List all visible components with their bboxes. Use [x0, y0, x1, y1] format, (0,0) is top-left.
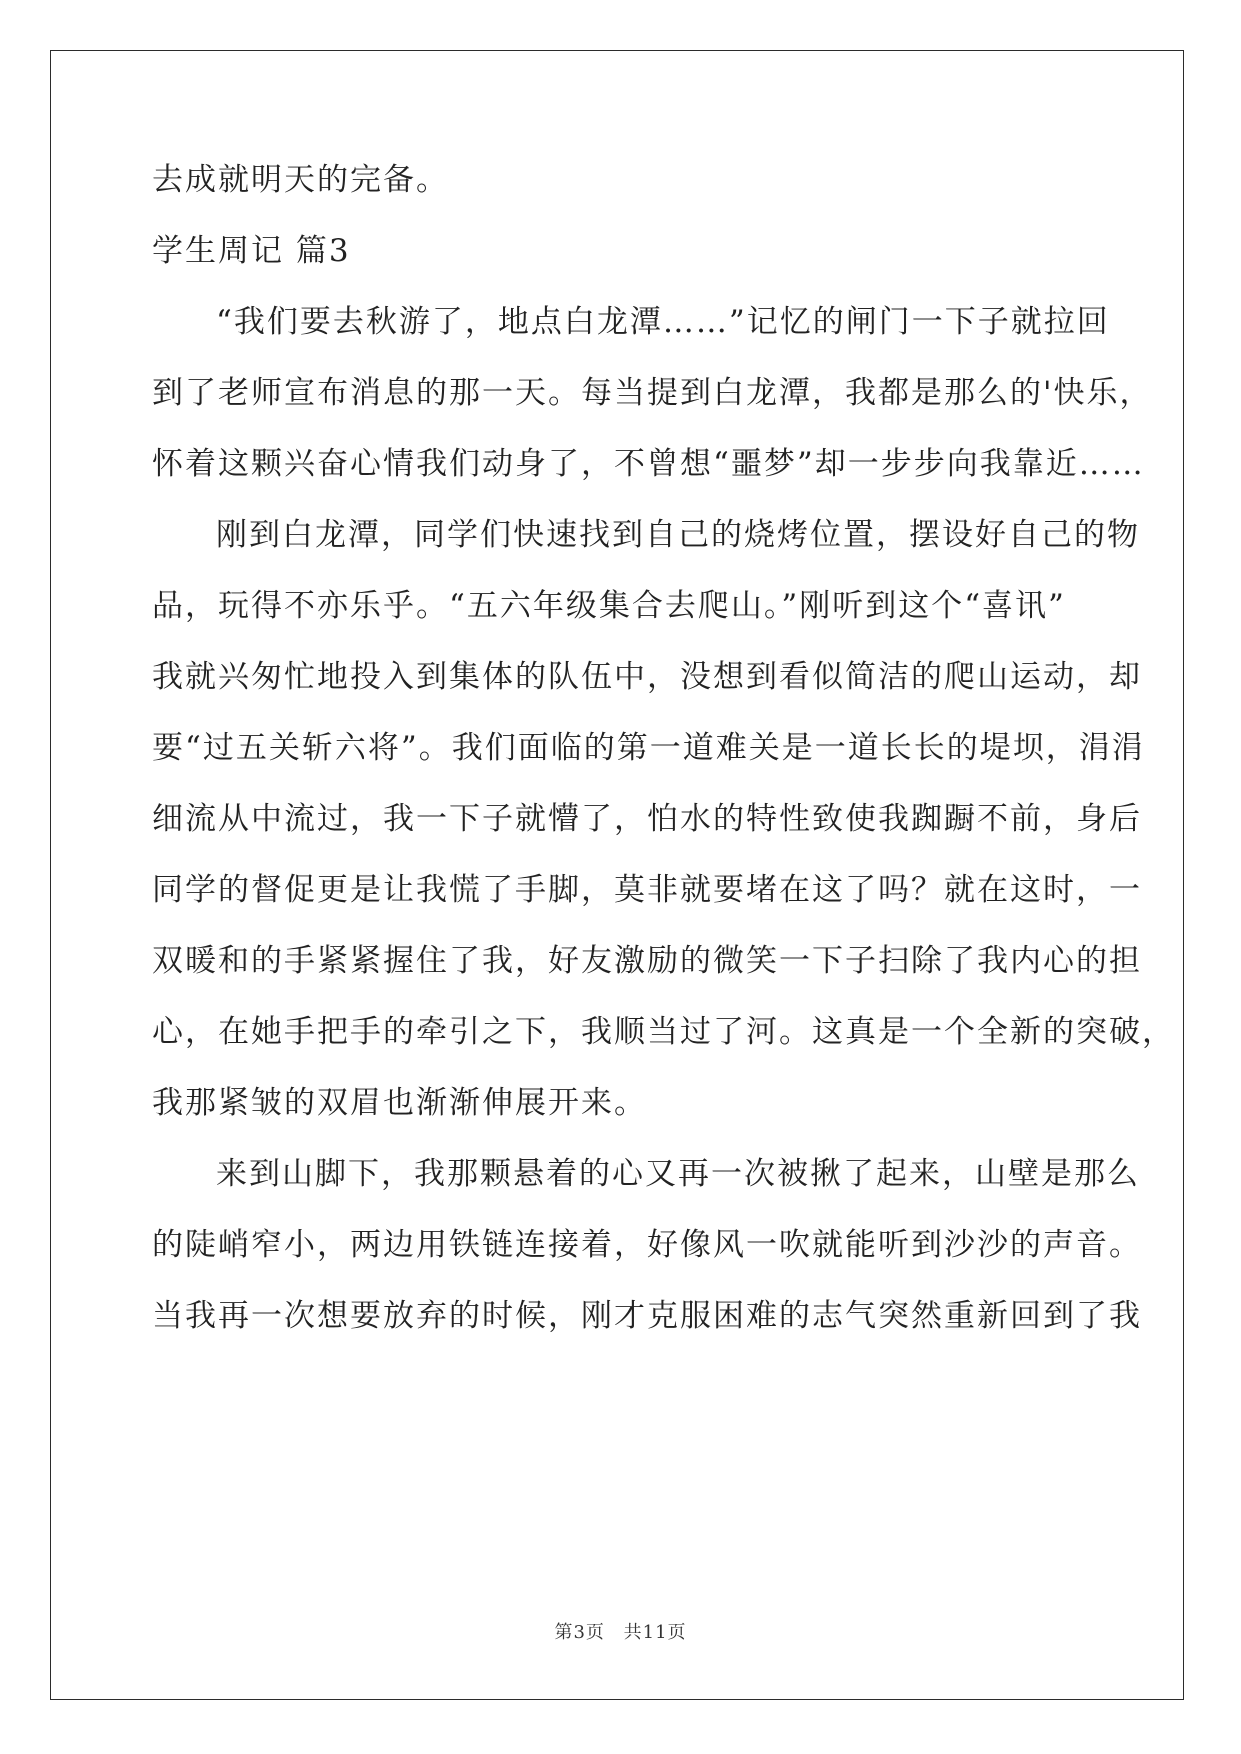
paragraph-line: “我们要去秋游了，地点白龙潭……”记忆的闸门一下子就拉回	[216, 304, 1110, 340]
paragraph-line: 我那紧皱的双眉也渐渐伸展开来。	[152, 1085, 647, 1121]
page-footer	[0, 1618, 1241, 1644]
paragraph-line: 我就兴匆忙地投入到集体的队伍中，没想到看似简洁的爬山运动，却	[152, 659, 1142, 695]
paragraph-line: 来到山脚下，我那颗悬着的心又再一次被揪了起来，山壁是那么	[216, 1156, 1140, 1192]
section-heading: 学生周记 篇3	[152, 233, 351, 269]
paragraph-line: 怀着这颗兴奋心情我们动身了，不曾想“噩梦”却一步步向我靠近……	[152, 446, 1145, 482]
paragraph-line: 要“过五关斩六将”。我们面临的第一道难关是一道长长的堤坝，涓涓	[152, 730, 1145, 766]
paragraph-line: 到了老师宣布消息的那一天。每当提到白龙潭，我都是那么的'快乐，	[152, 375, 1153, 411]
paragraph-line: 品，玩得不亦乐乎。“五六年级集合去爬山。”刚听到这个“喜讯”	[152, 588, 1066, 624]
paragraph-line: 细流从中流过，我一下子就懵了，怕水的特性致使我踟蹰不前，身后	[152, 801, 1142, 837]
paragraph-line: 当我再一次想要放弃的时候，刚才克服困难的志气突然重新回到了我	[152, 1298, 1142, 1334]
paragraph-line: 刚到白龙潭，同学们快速找到自己的烧烤位置，摆设好自己的物	[216, 517, 1140, 553]
page-total: 共11页	[623, 1622, 687, 1643]
page-number: 第3页	[554, 1622, 605, 1643]
paragraph-line: 心，在她手把手的牵引之下，我顺当过了河。这真是一个全新的突破，	[152, 1014, 1175, 1050]
paragraph-line: 的陡峭窄小，两边用铁链连接着，好像风一吹就能听到沙沙的声音。	[152, 1227, 1142, 1263]
paragraph-line: 同学的督促更是让我慌了手脚，莫非就要堵在这了吗？就在这时，一	[152, 872, 1142, 908]
paragraph-line: 去成就明天的完备。	[152, 162, 449, 198]
paragraph-line: 双暖和的手紧紧握住了我，好友激励的微笑一下子扫除了我内心的担	[152, 943, 1142, 979]
